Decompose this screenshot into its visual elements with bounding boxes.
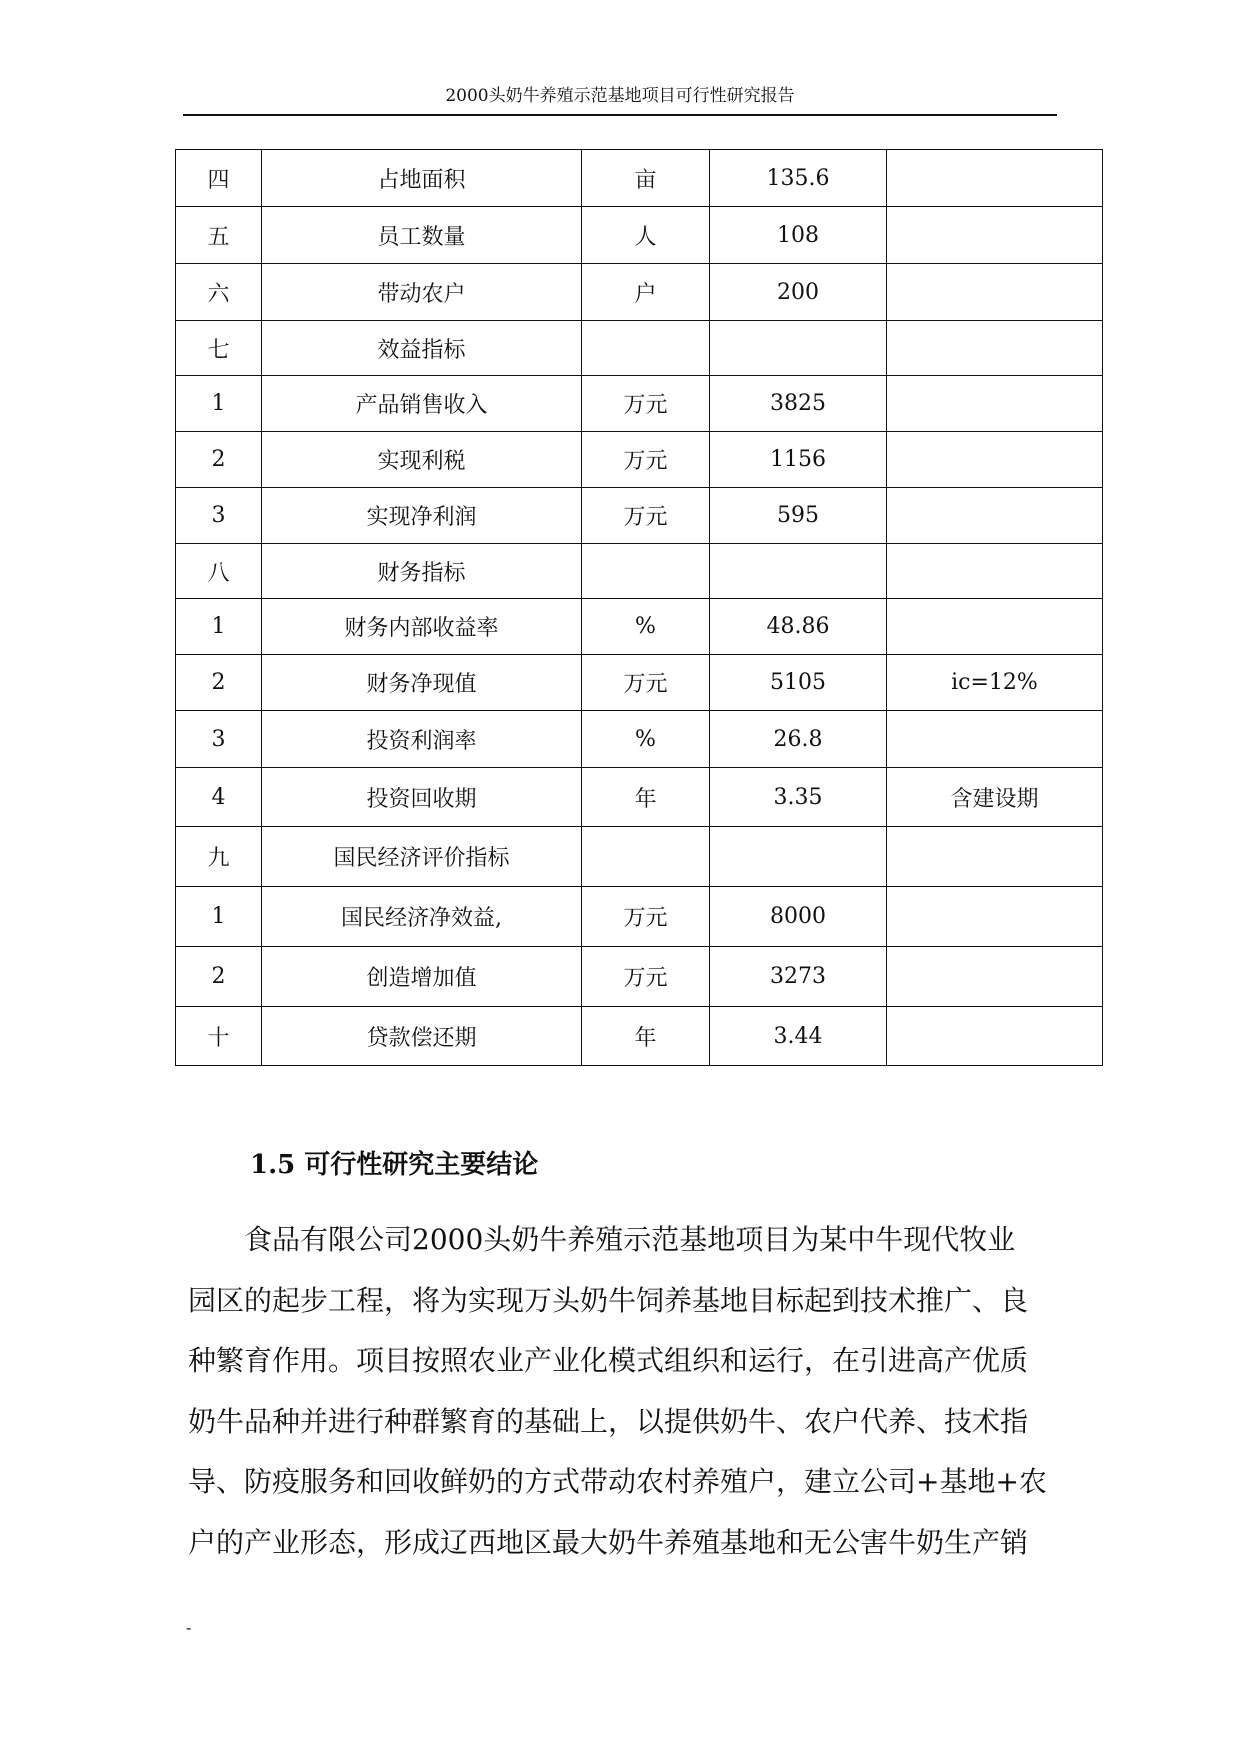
table-row: [176, 655, 1103, 711]
note-cell: [887, 947, 1103, 1007]
table-row: [176, 264, 1103, 321]
row-number-cell: 2: [176, 432, 262, 488]
note-cell: [887, 264, 1103, 321]
table-row: [176, 544, 1103, 599]
item-name-cell: 投资利润率: [262, 711, 582, 768]
body-line: 导、防疫服务和回收鲜奶的方式带动农村养殖户，建立公司+基地+农: [188, 1465, 1047, 1498]
unit-cell: %: [582, 599, 710, 655]
unit-cell: 户: [582, 264, 710, 321]
item-name-cell: 占地面积: [262, 150, 582, 207]
value-cell: [710, 321, 887, 376]
value-cell: 5105: [710, 655, 887, 711]
row-number-cell: 2: [176, 947, 262, 1007]
note-cell: 含建设期: [887, 768, 1103, 827]
row-number-cell: 1: [176, 376, 262, 432]
body-line: 种繁育作用。项目按照农业产业化模式组织和运行，在引进高产优质: [188, 1344, 1029, 1377]
note-cell: [887, 376, 1103, 432]
row-number-cell: 3: [176, 488, 262, 544]
table-row: [176, 376, 1103, 432]
value-cell: 595: [710, 488, 887, 544]
footer-mark: -: [186, 1618, 192, 1637]
table-row: [176, 488, 1103, 544]
row-number-cell: 六: [176, 264, 262, 321]
unit-cell: %: [582, 711, 710, 768]
unit-cell: 万元: [582, 432, 710, 488]
unit-cell: 万元: [582, 947, 710, 1007]
note-cell: [887, 827, 1103, 887]
table-row: [176, 599, 1103, 655]
body-paragraph: [188, 1210, 1048, 1573]
value-cell: 26.8: [710, 711, 887, 768]
value-cell: 135.6: [710, 150, 887, 207]
unit-cell: 万元: [582, 376, 710, 432]
item-name-cell: 实现净利润: [262, 488, 582, 544]
note-cell: ic=12%: [887, 655, 1103, 711]
unit-cell: 亩: [582, 150, 710, 207]
note-cell: [887, 488, 1103, 544]
unit-cell: 万元: [582, 655, 710, 711]
note-cell: [887, 150, 1103, 207]
value-cell: 3825: [710, 376, 887, 432]
value-cell: 200: [710, 264, 887, 321]
item-name-cell: 产品销售收入: [262, 376, 582, 432]
header-rule: [183, 114, 1057, 116]
table-row: [176, 768, 1103, 827]
row-number-cell: 五: [176, 207, 262, 264]
body-line: 户的产业形态，形成辽西地区最大奶牛养殖基地和无公害牛奶生产销: [188, 1525, 1029, 1559]
item-name-cell: 投资回收期: [262, 768, 582, 827]
item-name-cell: 贷款偿还期: [262, 1007, 582, 1066]
table-row: [176, 432, 1103, 488]
unit-cell: [582, 321, 710, 376]
value-cell: [710, 544, 887, 599]
table-row: [176, 887, 1103, 947]
item-name-cell: 带动农户: [262, 264, 582, 321]
note-cell: [887, 1007, 1103, 1066]
value-cell: 3273: [710, 947, 887, 1007]
item-name-cell: 国民经济净效益,: [262, 887, 582, 947]
value-cell: [710, 827, 887, 887]
table-row: [176, 207, 1103, 264]
metrics-table: [175, 149, 1103, 1066]
unit-cell: [582, 544, 710, 599]
table-row: [176, 321, 1103, 376]
note-cell: [887, 321, 1103, 376]
item-name-cell: 实现利税: [262, 432, 582, 488]
row-number-cell: 2: [176, 655, 262, 711]
body-line: 奶牛品种并进行种群繁育的基础上，以提供奶牛、农户代养、技术指: [188, 1404, 1029, 1438]
value-cell: 3.35: [710, 768, 887, 827]
note-cell: [887, 599, 1103, 655]
item-name-cell: 财务内部收益率: [262, 599, 582, 655]
value-cell: 108: [710, 207, 887, 264]
unit-cell: 年: [582, 1007, 710, 1066]
table-row: [176, 947, 1103, 1007]
row-number-cell: 1: [176, 887, 262, 947]
item-name-cell: 创造增加值: [262, 947, 582, 1007]
row-number-cell: 七: [176, 321, 262, 376]
item-name-cell: 员工数量: [262, 207, 582, 264]
section-heading: 1.5 可行性研究主要结论: [250, 1150, 539, 1180]
row-number-cell: 四: [176, 150, 262, 207]
unit-cell: 万元: [582, 488, 710, 544]
item-name-cell: 效益指标: [262, 321, 582, 376]
table-row: [176, 711, 1103, 768]
row-number-cell: 十: [176, 1007, 262, 1066]
unit-cell: [582, 827, 710, 887]
item-name-cell: 财务净现值: [262, 655, 582, 711]
note-cell: [887, 432, 1103, 488]
note-cell: [887, 207, 1103, 264]
row-number-cell: 八: [176, 544, 262, 599]
unit-cell: 人: [582, 207, 710, 264]
value-cell: 8000: [710, 887, 887, 947]
row-number-cell: 4: [176, 768, 262, 827]
metrics-table-body: [176, 150, 1103, 1066]
table-row: [176, 1007, 1103, 1066]
row-number-cell: 九: [176, 827, 262, 887]
row-number-cell: 3: [176, 711, 262, 768]
body-line: 园区的起步工程，将为实现万头奶牛饲养基地目标起到技术推广、良: [188, 1283, 1029, 1317]
page-header-title: 2000头奶牛养殖示范基地项目可行性研究报告: [445, 86, 795, 106]
note-cell: [887, 544, 1103, 599]
table-row: [176, 827, 1103, 887]
note-cell: [887, 887, 1103, 947]
item-name-cell: 财务指标: [262, 544, 582, 599]
value-cell: 1156: [710, 432, 887, 488]
item-name-cell: 国民经济评价指标: [262, 827, 582, 887]
value-cell: 3.44: [710, 1007, 887, 1066]
note-cell: [887, 711, 1103, 768]
unit-cell: 万元: [582, 887, 710, 947]
table-row: [176, 150, 1103, 207]
row-number-cell: 1: [176, 599, 262, 655]
unit-cell: 年: [582, 768, 710, 827]
value-cell: 48.86: [710, 599, 887, 655]
body-line: 食品有限公司2000头奶牛养殖示范基地项目为某中牛现代牧业: [188, 1223, 1016, 1256]
